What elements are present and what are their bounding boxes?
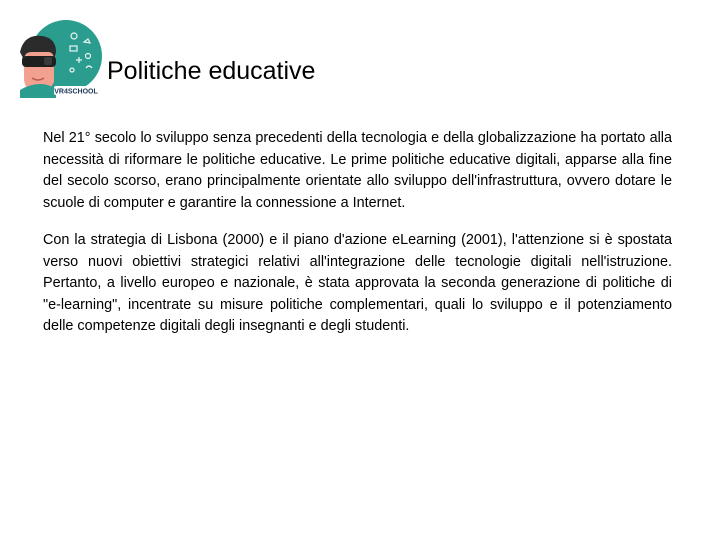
page-title: Politiche educative xyxy=(107,57,316,85)
body-text xyxy=(43,128,672,354)
paragraph: Con la strategia di Lisbona (2000) e il piano d'azione eLearning (2001), l'attenzione si è spostata verso nuovi obiettivi strategici relativi all'integrazione delle tecnologie digitali nell'istruzione. Pertanto, a livello europeo e nazionale, è stata approvata la seconda generazione di politiche di "e-learning", incentrate su misure politiche complementari, quali lo sviluppo e il potenziamento delle competenze digitali degli insegnanti e degli studenti. xyxy=(43,232,672,334)
logo-wordmark: VR4SCHOOL xyxy=(54,88,98,96)
paragraph: Nel 21° secolo lo sviluppo senza precedenti della tecnologia e della globalizzazione ha portato alla necessità di riformare le politiche educative. Le prime politiche educative digitali, apparse alla fine del secolo scorso, erano principalmente orientate allo sviluppo dell'infrastruttura, ovvero dotare le scuole di computer e garantire la connessione a Internet. xyxy=(43,130,672,211)
vr4school-logo-icon xyxy=(14,14,104,98)
